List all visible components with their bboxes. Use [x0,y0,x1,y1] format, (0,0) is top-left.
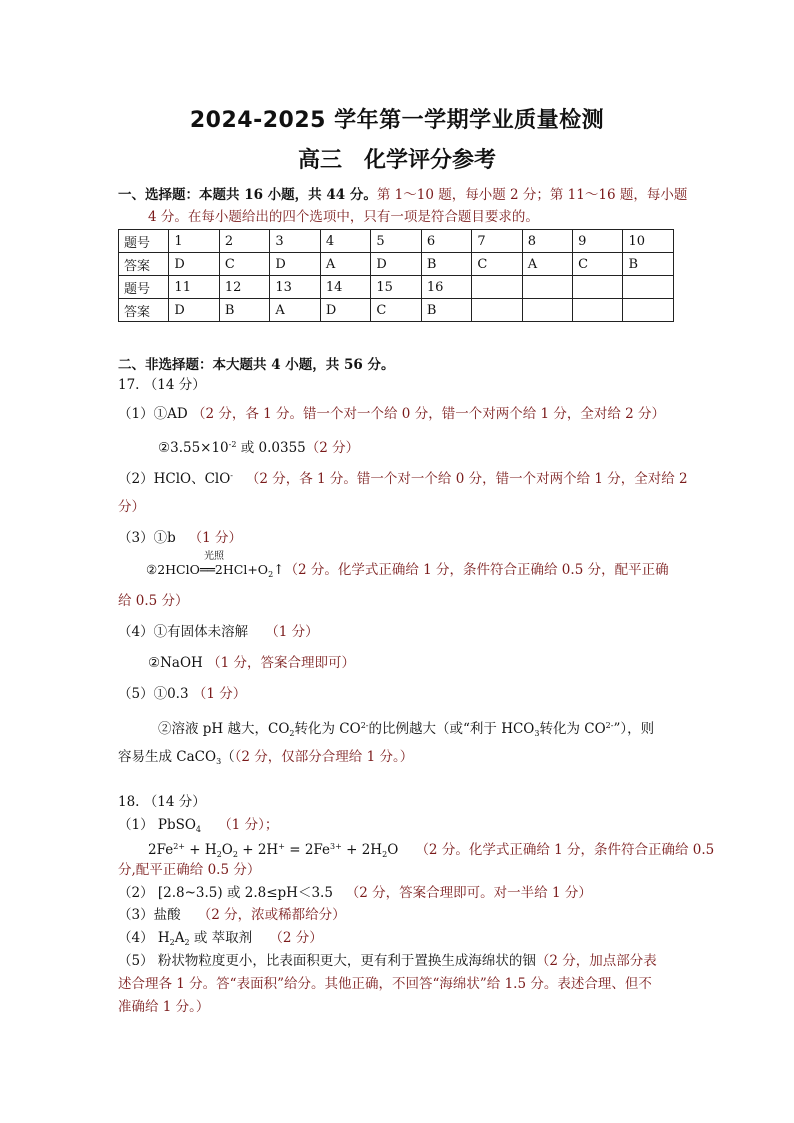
table-cell: B [421,253,471,276]
section1-heading: 一、选择题：本题共 16 小题，共 44 分。第 1～10 题，每小题 2 分；第 11～16 题，每小题 [118,187,688,203]
q17-part4-line2: ②NaOH （1 分，答案合理即可） [148,655,355,671]
table-cell: D [270,253,320,276]
q18-head: 18. （14 分） [118,794,206,810]
page-title: 2024-2025 学年第一学期学业质量检测 [189,108,605,133]
q17-part5-line2: ②溶液 pH 越大，$CO_2$转化为 $CO^{2-}$的比例越大（或“利于 $HCO_3$转化为 $CO^{2-}$”），则 [158,721,655,738]
table-cell: 1 [169,230,219,253]
table-cell: 5 [371,230,421,253]
q18-part1-line1: （1） PbSO$_4$ （1 分）； [118,817,279,834]
q17-part2-line1: （2）HClO、ClO- （2 分，各 1 分。错一个对一个给 0 分，错一个对两个给 1 分，全对给 2 [118,471,688,487]
table-cell [472,299,522,322]
table-cell: 13 [270,276,320,299]
q17-part5-line3: 容易生成 CaCO$_3$（（2 分，仅部分合理给 1 分。） [118,749,414,766]
table-cell: C [472,253,522,276]
table-cell: 7 [472,230,522,253]
q18-part5-line2: 述合理各 1 分。答“表面积”给分。其他正确，不回答“海绵状”给 1.5 分。表述合理、但不 [118,976,652,992]
q17-part1-line2: $②3.55\times 10^{-2}$ 或 0.0355（2 分） [158,440,360,456]
table-row [119,253,674,276]
table-cell: C [219,253,269,276]
table-cell [573,276,623,299]
q18-part5-line1: （5） 粉状物粒度更小，比表面积更大，更有利于置换生成海绵状的铟（2 分，加点部分表 [118,953,657,969]
q17-part5-line1: （5）①0.3 （1 分） [118,686,247,702]
table-cell [522,276,572,299]
q18-part4: （4） $H_2A_2$ 或 萃取剂 （2 分） [118,930,323,947]
q17-part4-line1: （4）①有固体未溶解 （1 分） [118,624,319,640]
table-cell: 9 [573,230,623,253]
table-cell: C [371,299,421,322]
table-cell: D [169,299,219,322]
table-cell: 6 [421,230,471,253]
q17-part2-line2: 分） [118,499,145,515]
q17-part3-line2: 光照 $②2HClO══2HCl+O_2↑(2$ 分。化学式正确给 1 分，条件符合正确给 0.5 分，配平正确 [146,551,669,579]
section2-heading: 二、非选择题：本大题共 4 小题，共 56 分。 [118,357,395,373]
table-cell: 8 [522,230,572,253]
table-cell: A [522,253,572,276]
table-cell: 12 [219,276,269,299]
table-cell [472,276,522,299]
table-cell: 16 [421,276,471,299]
table-cell: 14 [320,276,370,299]
table-cell: C [573,253,623,276]
page-subtitle: 高三 化学评分参考 [297,148,496,173]
table-cell: 11 [169,276,219,299]
table-cell: B [421,299,471,322]
q18-part1-line3: 分,配平正确给 0.5 分） [118,862,261,878]
q18-part3: （3）盐酸 （2 分，浓或稀都给分） [118,907,346,923]
table-cell: 10 [623,230,674,253]
table-cell [522,299,572,322]
table-row [119,299,674,322]
table-cell: D [169,253,219,276]
table-cell: D [320,299,370,322]
table-cell: 2 [219,230,269,253]
section1-heading-cont: 4 分。在每小题给出的四个选项中，只有一项是符合题目要求的。 [148,209,539,225]
table-cell: A [270,299,320,322]
table-cell: 3 [270,230,320,253]
table-cell: 4 [320,230,370,253]
table-cell: D [371,253,421,276]
answer-table [118,229,674,322]
table-row-header: 答案 [119,253,169,276]
table-cell: B [623,253,674,276]
table-cell [573,299,623,322]
table-row [119,276,674,299]
q17-head: 17. （14 分） [118,377,206,393]
q18-part5-line3: 准确给 1 分。） [118,999,210,1015]
table-row-header: 题号 [119,230,169,253]
q18-part2: （2） [2.8~3.5) 或 2.8≤pH＜3.5 （2 分，答案合理即可。对一半给 1 分） [118,885,592,901]
table-cell: A [320,253,370,276]
q17-part1-line1: （1）①AD （2 分，各 1 分。错一个对一个给 0 分，错一个对两个给 1 分，全对给 2 分） [118,406,666,422]
table-row-header: 答案 [119,299,169,322]
q17-part3-line1: （3）①b （1 分） [118,530,243,546]
q18-part1-line2: $2Fe^{2+} + H_2O_2 + 2H^+ = 2Fe^{3+} + 2H_2O$ （2 分。化学式正确给 1 分，条件符合正确给 0.5 [148,842,715,859]
table-cell: 15 [371,276,421,299]
table-cell [623,276,674,299]
table-row-header: 题号 [119,276,169,299]
table-row [119,230,674,253]
q17-part3-line3: 给 0.5 分） [118,593,189,609]
table-cell [623,299,674,322]
table-cell: B [219,299,269,322]
equation-photo: 光照 ②2HClO══2HCl+O [146,551,269,577]
